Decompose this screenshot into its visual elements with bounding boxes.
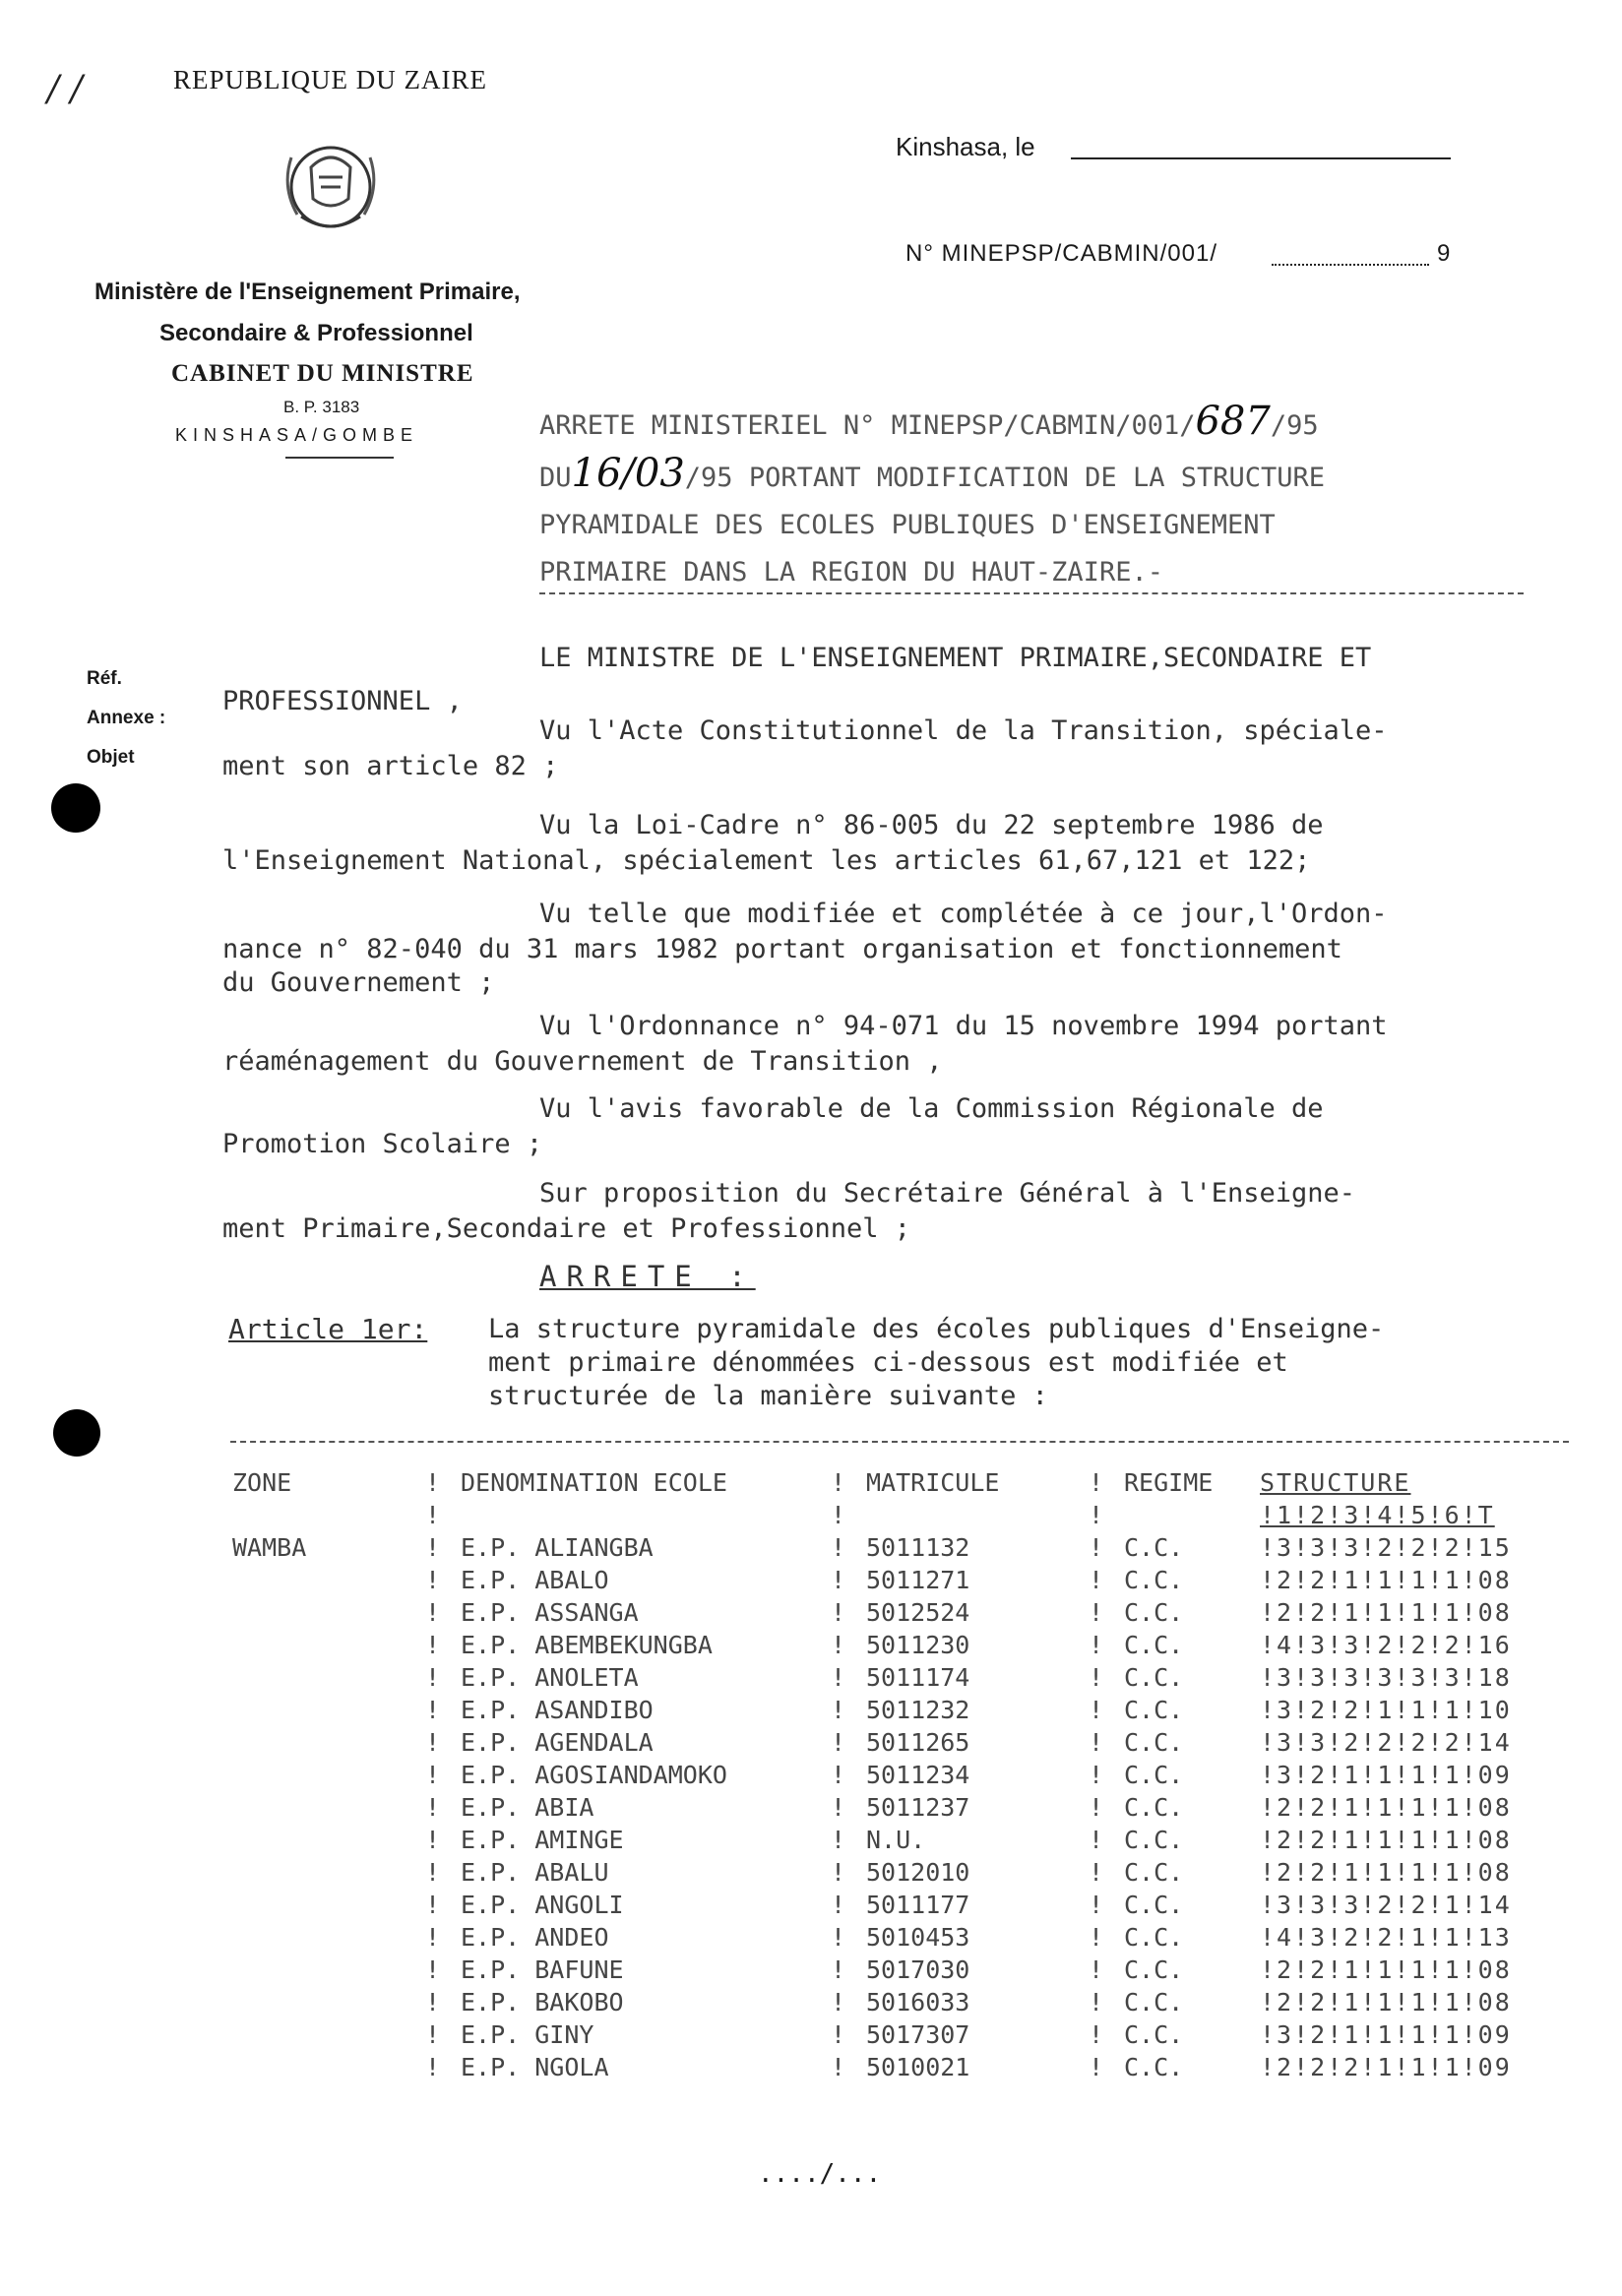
table-row (232, 1986, 1516, 2018)
school-name-cell: E.P. ABALU (461, 1858, 609, 1887)
separator: ! (425, 2020, 441, 2049)
separator: ! (1089, 1761, 1104, 1789)
separator: ! (425, 1566, 441, 1594)
header-matricule: MATRICULE (866, 1468, 1000, 1497)
separator: ! (831, 1533, 846, 1562)
separator: ! (1089, 1793, 1104, 1822)
separator: ! (1089, 1728, 1104, 1757)
regime-cell: C.C. (1124, 1761, 1184, 1789)
school-name-cell: E.P. NGOLA (461, 2053, 609, 2081)
structure-cell: !3!2!2!1!1!1!10 (1260, 1696, 1512, 1724)
table-row (232, 1694, 1516, 1726)
school-name-cell: E.P. ASSANGA (461, 1598, 639, 1627)
school-name-cell: E.P. BAKOBO (461, 1988, 624, 2017)
separator: ! (425, 1631, 441, 1659)
separator: ! (831, 1566, 846, 1594)
date-label: Kinshasa, le (896, 132, 1035, 161)
structure-cell: !2!2!1!1!1!1!08 (1260, 1793, 1512, 1822)
vu-3b: nance n° 82-040 du 31 mars 1982 portant organisation et fonctionnement (222, 934, 1342, 964)
minister-line-2: PROFESSIONNEL , (222, 686, 463, 716)
regime-cell: C.C. (1124, 1988, 1184, 2017)
table-row (232, 1629, 1516, 1661)
separator: ! (831, 1923, 846, 1952)
regime-cell: C.C. (1124, 1631, 1184, 1659)
separator: ! (425, 2053, 441, 2081)
separator: ! (1089, 1988, 1104, 2017)
zone-cell (232, 1726, 425, 1759)
school-name-cell: E.P. ANOLETA (461, 1663, 639, 1692)
side-labels (87, 659, 165, 777)
table-subheader-row: ! ! ! !1!2!3!4!5!6!T (232, 1499, 1516, 1531)
zone-cell (232, 1596, 425, 1629)
structure-cell: !2!2!1!1!1!1!08 (1260, 1988, 1512, 2017)
matricule-cell: 5011132 (866, 1533, 970, 1562)
zone-cell (232, 1791, 425, 1824)
separator: ! (831, 1696, 846, 1724)
table-header-row: ZONE ! DENOMINATION ECOLE ! MATRICULE ! REGIME STRUCTURE (232, 1466, 1516, 1499)
structure-cell: !3!3!3!3!3!3!18 (1260, 1663, 1512, 1692)
reference-number-label: N° MINEPSP/CABMIN/001/ (905, 240, 1218, 267)
separator: ! (425, 1858, 441, 1887)
date-blank-line (1071, 157, 1451, 159)
separator: ! (1089, 1533, 1104, 1562)
structure-cell: !3!2!1!1!1!1!09 (1260, 2020, 1512, 2049)
school-name-cell: E.P. ASANDIBO (461, 1696, 654, 1724)
number-blank-line (1272, 264, 1429, 266)
separator: ! (831, 1988, 846, 2017)
separator: ! (1089, 1891, 1104, 1919)
article-label: Article 1er: (228, 1313, 428, 1345)
sur-b: ment Primaire,Secondaire et Professionnel ; (222, 1213, 910, 1244)
postal-box: B. P. 3183 (283, 398, 360, 416)
separator: ! (425, 1761, 441, 1789)
ministry-line-1: Ministère de l'Enseignement Primaire, (94, 279, 521, 305)
vu-2b: l'Enseignement National, spécialement les articles 61,67,121 et 122; (222, 845, 1311, 876)
separator: ! (831, 2020, 846, 2049)
matricule-cell: 5012010 (866, 1858, 970, 1887)
zone-cell (232, 1824, 425, 1856)
table-row (232, 1596, 1516, 1629)
separator: ! (425, 1923, 441, 1952)
zone-cell (232, 1661, 425, 1694)
separator: ! (1089, 1826, 1104, 1854)
table-row (232, 1661, 1516, 1694)
separator: ! (1089, 1631, 1104, 1659)
reference-number-suffix: 9 (1437, 240, 1451, 267)
republic-title: REPUBLIQUE DU ZAIRE (173, 65, 487, 94)
punch-hole-icon (51, 783, 100, 833)
table-row (232, 1921, 1516, 1954)
regime-cell: C.C. (1124, 1663, 1184, 1692)
zone-cell (232, 1986, 425, 2018)
school-name-cell: E.P. ABALO (461, 1566, 609, 1594)
table-row (232, 1564, 1516, 1596)
regime-cell: C.C. (1124, 1955, 1184, 1984)
matricule-cell: 5011237 (866, 1793, 970, 1822)
coat-of-arms-emblem (272, 128, 390, 246)
regime-cell: C.C. (1124, 1923, 1184, 1952)
zone-cell (232, 1889, 425, 1921)
school-name-cell: E.P. ABIA (461, 1793, 594, 1822)
matricule-cell: 5010453 (866, 1923, 970, 1952)
structure-cell: !4!3!3!2!2!2!16 (1260, 1631, 1512, 1659)
separator: ! (831, 1793, 846, 1822)
regime-cell: C.C. (1124, 1566, 1184, 1594)
regime-cell: C.C. (1124, 1728, 1184, 1757)
regime-cell: C.C. (1124, 1793, 1184, 1822)
matricule-cell: 5011230 (866, 1631, 970, 1659)
annexe-label: Annexe : (87, 708, 166, 728)
table-row (232, 2051, 1516, 2083)
separator: ! (425, 1826, 441, 1854)
regime-cell: C.C. (1124, 2053, 1184, 2081)
objet-label: Objet (87, 747, 135, 768)
separator: ! (831, 1955, 846, 1984)
table-row (232, 1531, 1516, 1564)
separator: ! (425, 1663, 441, 1692)
matricule-cell: 5011174 (866, 1663, 970, 1692)
separator: ! (831, 1728, 846, 1757)
vu-3c: du Gouvernement ; (222, 967, 495, 998)
separator: ! (425, 1793, 441, 1822)
school-name-cell: E.P. ANGOLI (461, 1891, 624, 1919)
zone-cell (232, 1629, 425, 1661)
separator: ! (831, 1631, 846, 1659)
school-name-cell: E.P. ABEMBEKUNGBA (461, 1631, 713, 1659)
article-text: La structure pyramidale des écoles publiques d'Enseigne- ment primaire dénommées ci-dessous est modifiée et structurée de la manière suivante : (488, 1314, 1385, 1411)
ministry-name (94, 272, 521, 354)
structure-cell: !4!3!2!2!1!1!13 (1260, 1923, 1512, 1952)
separator: ! (425, 1955, 441, 1984)
decree-title (539, 398, 1533, 596)
zone-cell: WAMBA (232, 1533, 307, 1562)
minister-line-1: LE MINISTRE DE L'ENSEIGNEMENT PRIMAIRE,SECONDAIRE ET (539, 643, 1372, 673)
header-structure: STRUCTURE (1260, 1468, 1411, 1497)
vu-1b: ment son article 82 ; (222, 751, 559, 781)
table-row (232, 1726, 1516, 1759)
matricule-cell: 5017030 (866, 1955, 970, 1984)
vu-5a: Vu l'avis favorable de la Commission Régionale de (539, 1093, 1324, 1124)
matricule-cell: 5011177 (866, 1891, 970, 1919)
school-name-cell: E.P. GINY (461, 2020, 594, 2049)
structure-cell: !2!2!1!1!1!1!08 (1260, 1566, 1512, 1594)
handwritten-mark: / / (47, 69, 83, 109)
separator: ! (425, 1598, 441, 1627)
matricule-cell: 5010021 (866, 2053, 970, 2081)
punch-hole-icon (53, 1409, 100, 1457)
separator: ! (831, 1663, 846, 1692)
ministry-line-2: Secondaire & Professionnel (159, 320, 473, 346)
cabinet-title: CABINET DU MINISTRE (171, 360, 474, 387)
separator: ! (425, 1891, 441, 1919)
school-name-cell: E.P. ALIANGBA (461, 1533, 654, 1562)
vu-1a: Vu l'Acte Constitutionnel de la Transition, spéciale- (539, 715, 1388, 746)
regime-cell: C.C. (1124, 1858, 1184, 1887)
structure-cell: !2!2!2!1!1!1!09 (1260, 2053, 1512, 2081)
table-row (232, 2018, 1516, 2051)
matricule-cell: 5016033 (866, 1988, 970, 2017)
school-name-cell: E.P. BAFUNE (461, 1955, 624, 1984)
matricule-cell: 5012524 (866, 1598, 970, 1627)
separator: ! (425, 1728, 441, 1757)
title-line-3: PYRAMIDALE DES ECOLES PUBLIQUES D'ENSEIGNEMENT (539, 510, 1276, 540)
separator: ! (831, 1826, 846, 1854)
vu-5b: Promotion Scolaire ; (222, 1129, 543, 1159)
school-name-cell: E.P. AGENDALA (461, 1728, 654, 1757)
separator: ! (1089, 1696, 1104, 1724)
matricule-cell: 5011234 (866, 1761, 970, 1789)
table-row (232, 1856, 1516, 1889)
school-name-cell: E.P. ANDEO (461, 1923, 609, 1952)
zone-cell (232, 1954, 425, 1986)
separator: ! (1089, 1598, 1104, 1627)
arrete-heading: ARRETE : (539, 1260, 756, 1293)
vu-4b: réaménagement du Gouvernement de Transition , (222, 1046, 943, 1077)
separator: ! (1089, 2053, 1104, 2081)
regime-cell: C.C. (1124, 1598, 1184, 1627)
header-regime: REGIME (1124, 1468, 1214, 1497)
regime-cell: C.C. (1124, 1696, 1184, 1724)
zone-cell (232, 1564, 425, 1596)
structure-cell: !3!2!1!1!1!1!09 (1260, 1761, 1512, 1789)
title-divider (539, 592, 1524, 594)
matricule-cell: N.U. (866, 1826, 926, 1854)
table-row (232, 1889, 1516, 1921)
regime-cell: C.C. (1124, 1891, 1184, 1919)
table-row (232, 1759, 1516, 1791)
city-line: KINSHASA/GOMBE (175, 425, 419, 445)
schools-table (232, 1466, 1516, 2083)
zone-cell (232, 1856, 425, 1889)
separator: ! (425, 1696, 441, 1724)
separator: ! (425, 1533, 441, 1562)
separator: ! (1089, 1923, 1104, 1952)
school-name-cell: E.P. AMINGE (461, 1826, 624, 1854)
structure-cell: !3!3!3!2!2!2!15 (1260, 1533, 1512, 1562)
header-name: DENOMINATION ECOLE (461, 1468, 727, 1497)
structure-cell: !2!2!1!1!1!1!08 (1260, 1858, 1512, 1887)
separator: ! (831, 1858, 846, 1887)
structure-cell: !2!2!1!1!1!1!08 (1260, 1598, 1512, 1627)
title-line-1: ARRETE MINISTERIEL N° MINEPSP/CABMIN/001/687/95 (539, 399, 1319, 444)
separator: ! (831, 1598, 846, 1627)
table-row (232, 1791, 1516, 1824)
zone-cell (232, 2051, 425, 2083)
separator: ! (831, 2053, 846, 2081)
header-zone: ZONE (232, 1468, 292, 1497)
zone-cell (232, 2018, 425, 2051)
vu-3a: Vu telle que modifiée et complétée à ce jour,l'Ordon- (539, 899, 1388, 929)
title-line-2: DU16/03/95 PORTANT MODIFICATION DE LA STRUCTURE (539, 451, 1326, 496)
regime-cell: C.C. (1124, 2020, 1184, 2049)
zone-cell (232, 1759, 425, 1791)
matricule-cell: 5011271 (866, 1566, 970, 1594)
divider (285, 457, 394, 459)
separator: ! (831, 1761, 846, 1789)
separator: ! (425, 1988, 441, 2017)
structure-cell: !3!3!2!2!2!2!14 (1260, 1728, 1512, 1757)
structure-subheader: !1!2!3!4!5!6!T (1260, 1501, 1495, 1529)
separator: ! (1089, 1566, 1104, 1594)
table-row (232, 1954, 1516, 1986)
separator: ! (1089, 2020, 1104, 2049)
regime-cell: C.C. (1124, 1533, 1184, 1562)
separator: ! (1089, 1955, 1104, 1984)
structure-cell: !2!2!1!1!1!1!08 (1260, 1955, 1512, 1984)
vu-2a: Vu la Loi-Cadre n° 86-005 du 22 septembre 1986 de (539, 810, 1324, 840)
handwritten-number: 687 (1195, 399, 1271, 444)
separator: ! (831, 1891, 846, 1919)
matricule-cell: 5011265 (866, 1728, 970, 1757)
matricule-cell: 5011232 (866, 1696, 970, 1724)
zone-cell (232, 1921, 425, 1954)
continuation-mark: ..../... (758, 2159, 882, 2189)
school-name-cell: E.P. AGOSIANDAMOKO (461, 1761, 727, 1789)
ref-label: Réf. (87, 668, 122, 689)
separator: ! (1089, 1858, 1104, 1887)
table-row (232, 1824, 1516, 1856)
table-divider (230, 1441, 1569, 1443)
title-line-4: PRIMAIRE DANS LA REGION DU HAUT-ZAIRE.- (539, 557, 1163, 588)
handwritten-date: 16/03 (571, 451, 685, 496)
structure-cell: !3!3!3!2!2!1!14 (1260, 1891, 1512, 1919)
matricule-cell: 5017307 (866, 2020, 970, 2049)
sur-a: Sur proposition du Secrétaire Général à l'Enseigne- (539, 1178, 1356, 1209)
structure-cell: !2!2!1!1!1!1!08 (1260, 1826, 1512, 1854)
zone-cell (232, 1694, 425, 1726)
separator: ! (1089, 1663, 1104, 1692)
regime-cell: C.C. (1124, 1826, 1184, 1854)
vu-4a: Vu l'Ordonnance n° 94-071 du 15 novembre 1994 portant (539, 1011, 1388, 1041)
